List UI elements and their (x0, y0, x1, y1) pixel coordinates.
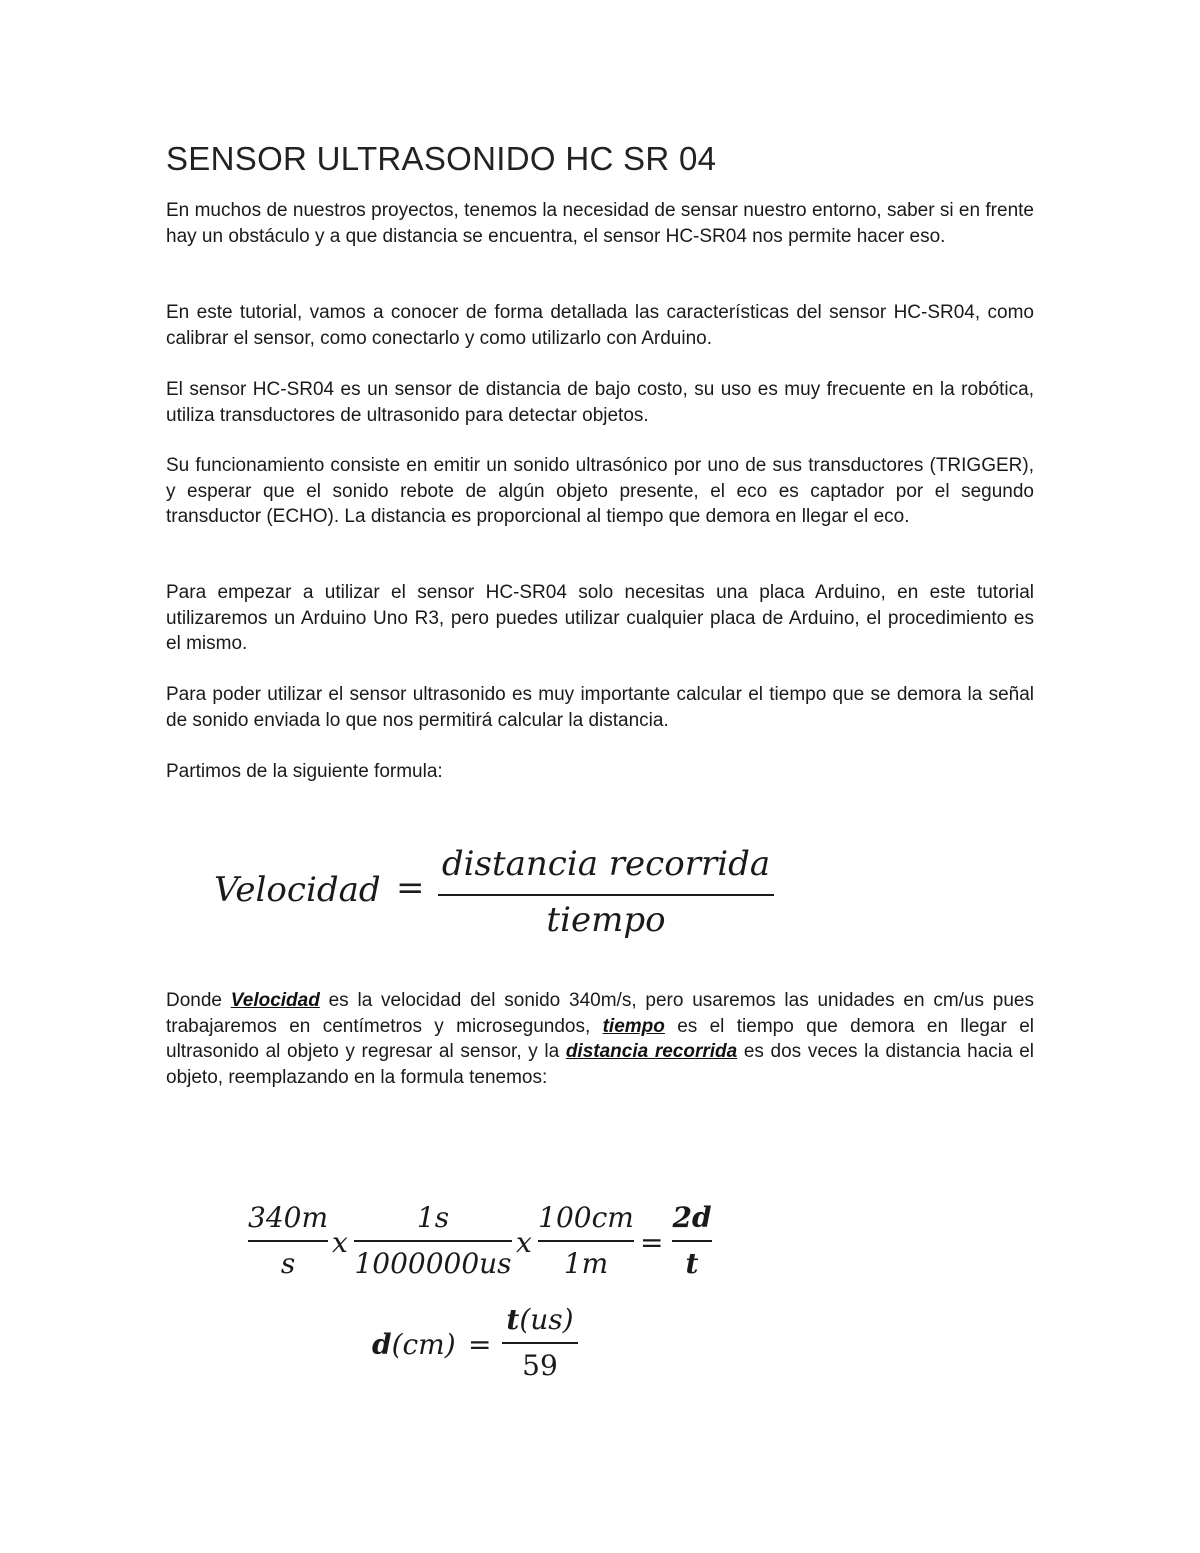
explanation-text-2: es la velocidad del sonido 340m/s, pero usaremos las unidades en cm/us pues trabajaremos en centímetros y microsegundos, (166, 990, 1034, 1037)
multiply-sign: x (516, 1226, 532, 1259)
fraction-distance (502, 1302, 578, 1384)
fraction-length (538, 1200, 634, 1282)
fraction-speed-numerator: 340m (248, 1201, 328, 1234)
fraction-bar (672, 1240, 712, 1242)
fraction-bar (502, 1342, 578, 1344)
fraction-bar (248, 1240, 328, 1242)
fraction-time-numerator: 1s (416, 1201, 450, 1234)
explanation-text-4: es dos veces la distancia hacia el objeto, reemplazando en la formula tenemos: (166, 1041, 1034, 1088)
fraction-result-denominator: t (685, 1247, 699, 1280)
time-unit: (us) (519, 1303, 574, 1336)
distance-unit: (cm) (391, 1328, 456, 1361)
fraction-result-numerator: 2d (672, 1201, 712, 1234)
paragraph-tutorial: En este tutorial, vamos a conocer de forma detallada las características del sensor HC-SR04, como calibrar el sensor, como conectarlo y como utilizarlo con Arduino. (166, 302, 1034, 349)
fraction-speed (248, 1200, 328, 1282)
paragraph-explanation (166, 988, 1034, 1090)
multiply-sign: x (332, 1226, 348, 1259)
conversion-formula (248, 1200, 728, 1290)
keyword-velocidad: Velocidad (230, 990, 320, 1011)
fraction-distance-denominator: 59 (522, 1349, 558, 1382)
distance-variable: d (372, 1328, 392, 1361)
paragraph-operation: Su funcionamiento consiste en emitir un sonido ultrasónico por uno de sus transductores (TRIGGER), y esperar que el sonido rebote de algún objeto presente, el eco es captador por el segundo transductor (ECHO). La distancia es proporcional al tiempo que demora en llegar el eco. (166, 455, 1034, 527)
keyword-distancia-recorrida: distancia recorrida (565, 1041, 738, 1062)
document-title: SENSOR ULTRASONIDO HC SR 04 (166, 140, 717, 177)
fraction-length-denominator: 1m (563, 1247, 609, 1280)
formula-equals: = (396, 868, 425, 908)
fraction-length-numerator: 100cm (538, 1201, 634, 1234)
fraction-bar (538, 1240, 634, 1242)
formula-velocity-lhs: Velocidad (214, 870, 381, 910)
keyword-tiempo: tiempo (602, 1015, 665, 1037)
fraction-bar (438, 894, 774, 896)
fraction-time-denominator: 1000000us (354, 1247, 512, 1280)
equals-sign: = (468, 1328, 492, 1361)
formula-numerator: distancia recorrida (441, 844, 771, 884)
time-variable: t (506, 1303, 520, 1336)
explanation-text-1: Donde (166, 990, 231, 1011)
fraction-distance-numerator (502, 1302, 578, 1338)
paragraph-timing: Para poder utilizar el sensor ultrasonido es muy importante calcular el tiempo que se demora la señal de sonido enviada lo que nos permitirá calcular la distancia. (166, 684, 1034, 731)
distance-lhs (372, 1328, 456, 1361)
formula-denominator: tiempo (546, 900, 666, 940)
distance-formula (372, 1302, 592, 1382)
fraction-result (672, 1200, 712, 1282)
fraction-time (354, 1200, 512, 1282)
equals-sign: = (640, 1226, 664, 1259)
fraction-bar (354, 1240, 512, 1242)
velocity-formula (214, 842, 794, 942)
fraction-speed-denominator: s (280, 1247, 296, 1280)
explanation-text-3: es el tiempo que demora en llegar el ultrasonido al objeto y regresar al sensor, y la (166, 1015, 1034, 1062)
paragraph-formula-intro: Partimos de la siguiente formula: (166, 761, 443, 782)
paragraph-getting-started: Para empezar a utilizar el sensor HC-SR04 solo necesitas una placa Arduino, en este tutorial utilizaremos un Arduino Uno R3, pero puedes utilizar cualquier placa de Arduino, el procedimiento es el mismo. (166, 582, 1034, 654)
paragraph-sensor-description: El sensor HC-SR04 es un sensor de distancia de bajo costo, su uso es muy frecuente en la robótica, utiliza transductores de ultrasonido para detectar objetos. (166, 379, 1034, 426)
paragraph-intro: En muchos de nuestros proyectos, tenemos la necesidad de sensar nuestro entorno, saber si en frente hay un obstáculo y a que distancia se encuentra, el sensor HC-SR04 nos permite hacer eso. (166, 200, 1034, 247)
